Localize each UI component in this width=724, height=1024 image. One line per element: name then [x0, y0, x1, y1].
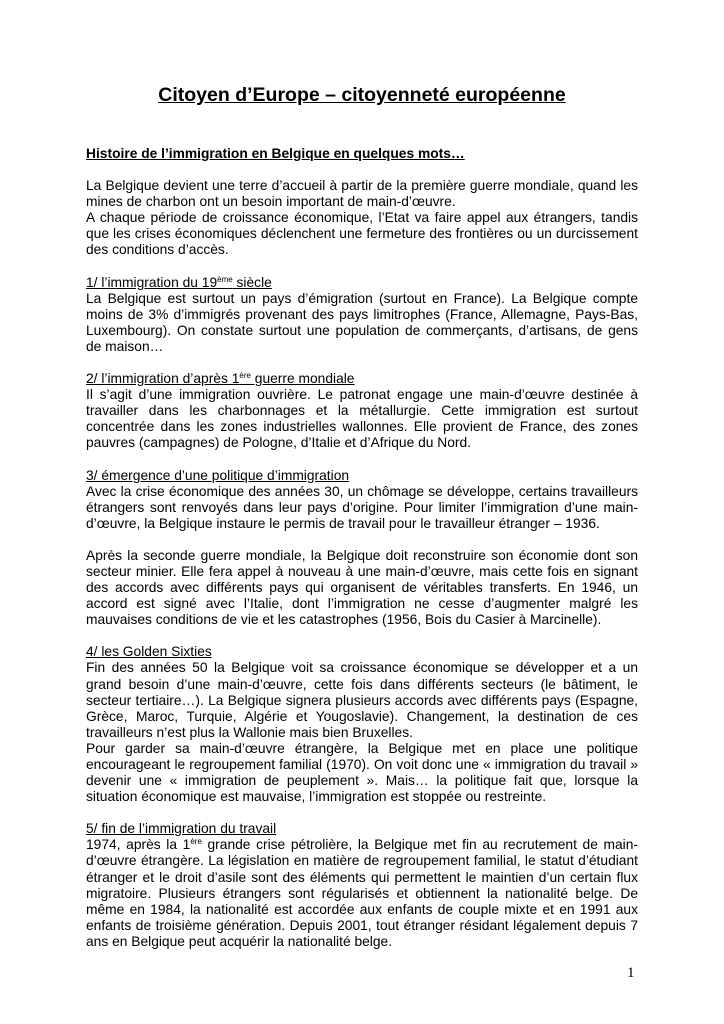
intro-paragraph-2: A chaque période de croissance économique, l’Etat va faire appel aux étrangers, tandis que les crises économiques déclenchent une fermeture des frontières ou un durcissement des conditions d’accès.	[86, 210, 638, 258]
section-5-body: 1974, après la 1ère grande crise pétrolière, la Belgique met fin au recrutement de main-d’œuvre étrangère. La législation en matière de regroupement familial, le statut d’étudiant étranger et le droit d’asile sont des éléments qui permettent le maintien d’un certain flux migratoire. Plusieurs étrangers sont régularisés et obtiennent la nationalité belge. De même en 1984, la nationalité est accordée aux enfants de couple mixte et en 1991 aux enfants de troisième génération. Depuis 2001, tout étranger résidant légalement depuis 7 ans en Belgique peut acquérir la nationalité belge.	[86, 837, 639, 949]
section-4-heading: 4/ les Golden Sixties	[86, 644, 212, 660]
page-title: Citoyen d’Europe – citoyenneté européenne	[158, 84, 566, 106]
section-3-heading: 3/ émergence d’une politique d’immigration	[86, 467, 350, 483]
section-5-heading: 5/ fin de l’immigration du travail	[86, 821, 277, 837]
section-2-heading: 2/ l’immigration d’après 1ère guerre mondiale	[86, 371, 355, 387]
section-1-body: La Belgique est surtout un pays d’émigration (surtout en France). La Belgique compte moins de 3% d’immigrés provenant des pays limitrophes (France, Allemagne, Pays-Bas, Luxembourg). On constate surtout une population de commerçants, d’artisans, de gens de maison…	[86, 290, 638, 354]
section-3-body-2: Après la seconde guerre mondiale, la Belgique doit reconstruire son économie dont son secteur minier. Elle fera appel à nouveau à une main-d’œuvre, mais cette fois en signant des accords avec différents pays qui organisent de véritables transferts. En 1946, un accord est signé avec l’Italie, dont l’immigration ne cesse d’augmenter malgré les mauvaises conditions de vie et les catastrophes (1956, Bois du Casier à Marcinelle).	[86, 547, 638, 628]
section-4-body-2: Pour garder sa main-d’œuvre étrangère, la Belgique met en place une politique encourageant le regroupement familial (1970). On voit donc une « immigration du travail » devenir une « immigration de peuplement ». Mais… la politique fait que, lorsque la situation économique est mauvaise, l’immigration est stoppée ou restreinte.	[86, 740, 638, 805]
document-body	[86, 146, 638, 950]
section-4-body: Fin des années 50 la Belgique voit sa croissance économique se développer et a un grand besoin d’une main-d’œuvre, cette fois dans différents secteurs (le bâtiment, le secteur tertiaire…). La Belgique signera plusieurs accords avec différents pays (Espagne, Grèce, Maroc, Turquie, Algérie et Yougoslavie). Changement, la destination de ces travailleurs n’est plus la Wallonie mais bien Bruxelles.	[86, 660, 638, 740]
section-1-heading: 1/ l’immigration du 19ème siècle	[86, 274, 272, 290]
section-2-body: Il s’agit d’une immigration ouvrière. Le patronat engage une main-d’œuvre destinée à travailler dans les charbonnages et la métallurgie. Cette immigration est surtout concentrée dans les zones industrielles wallonnes. Elle provient de France, des zones pauvres (campagnes) de Pologne, d’Italie et d’Afrique du Nord.	[86, 387, 638, 451]
page-number: 1	[627, 965, 635, 981]
section-3-body: Avec la crise économique des années 30, un chômage se développe, certains travailleurs étrangers sont renvoyés dans leur pays d’origine. Pour limiter l’immigration d’une main-d’œuvre, la Belgique instaure le permis de travail pour le travailleur étranger – 1936.	[86, 483, 638, 531]
intro-paragraph-1: La Belgique devient une terre d’accueil à partir de la première guerre mondiale, quand les mines de charbon ont un besoin important de main-d’œuvre.	[86, 178, 638, 210]
section-subtitle: Histoire de l’immigration en Belgique en quelques mots…	[86, 146, 465, 161]
